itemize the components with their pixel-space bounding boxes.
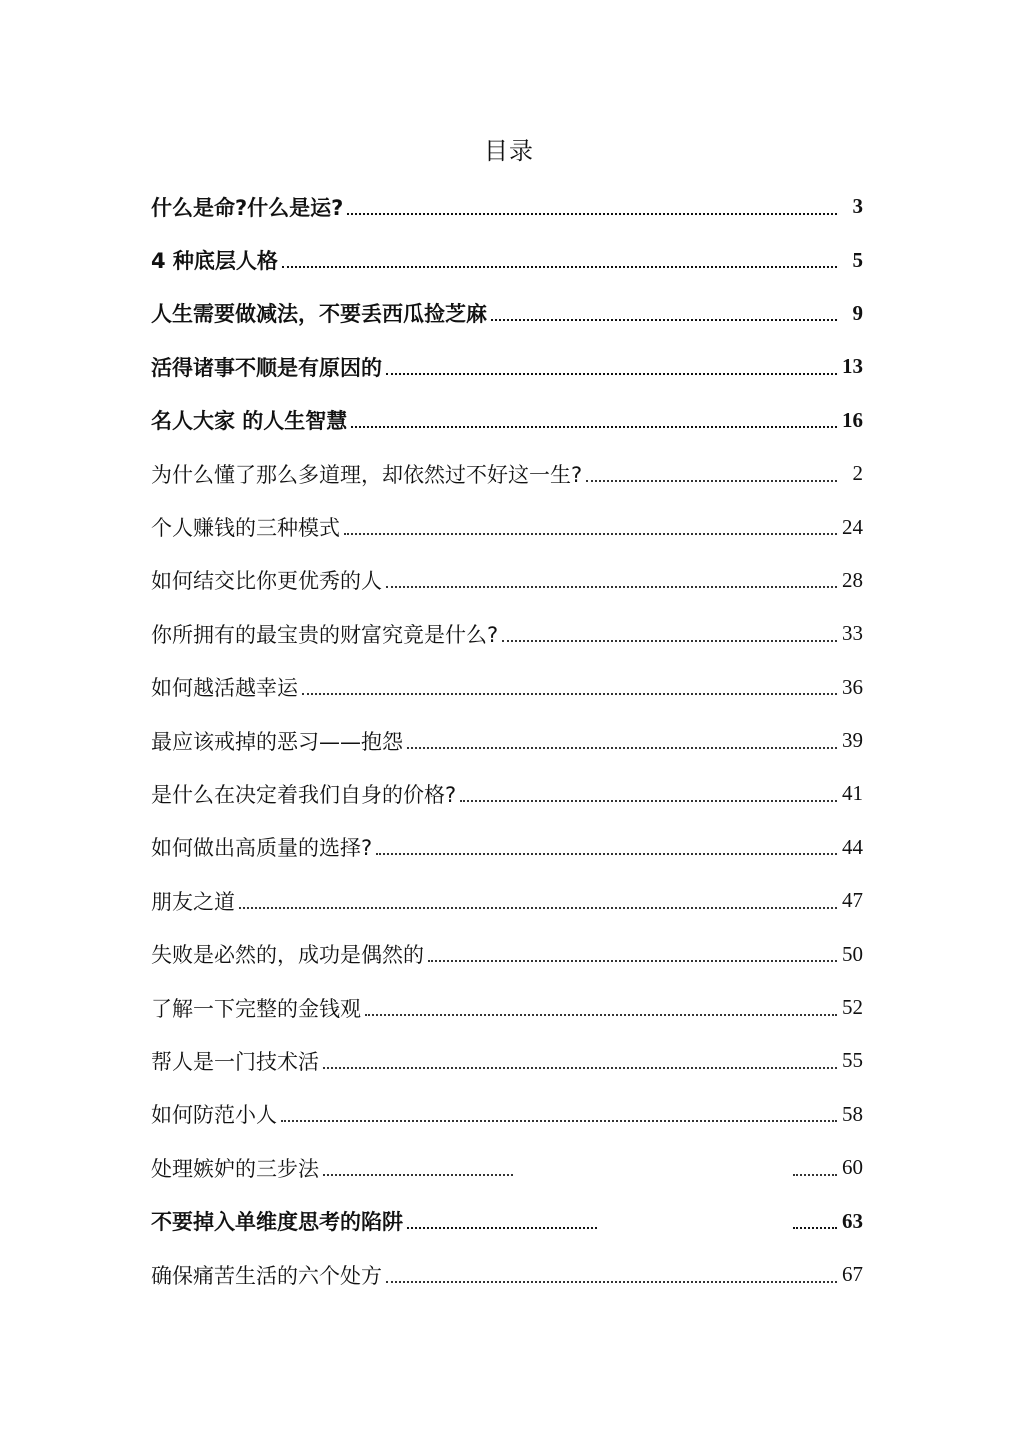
toc-entry-title: 了解一下完整的金钱观 [151, 996, 361, 1021]
toc-leader-dots [281, 1120, 837, 1122]
toc-leader-dots [351, 426, 837, 428]
toc-entry[interactable] [151, 233, 863, 286]
toc-leader-dots [386, 586, 837, 588]
toc-entry-title: 是什么在决定着我们自身的价格? [151, 782, 457, 807]
toc-page-number: 44 [842, 834, 863, 859]
toc-leader-dots [460, 800, 837, 802]
toc-entry-title: 如何防范小人 [151, 1103, 277, 1128]
toc-entry-title: 人生需要做减法，不要丢西瓜捡芝麻 [151, 302, 487, 327]
toc-page-number: 9 [852, 300, 863, 325]
toc-leader-dots [502, 640, 837, 642]
toc-list [151, 180, 863, 1301]
toc-entry[interactable] [151, 714, 863, 767]
toc-entry[interactable] [151, 767, 863, 820]
toc-page-number: 2 [852, 461, 863, 486]
toc-leader-dots [407, 1227, 597, 1229]
toc-entry[interactable] [151, 927, 863, 980]
toc-entry-title: 最应该戒掉的恶习——抱怨 [151, 729, 403, 754]
toc-leader-dots [428, 960, 837, 962]
toc-leader-dots [793, 1227, 837, 1229]
toc-page-number: 52 [842, 995, 863, 1020]
toc-page-number: 13 [842, 354, 863, 379]
toc-entry-title: 名人大家 的人生智慧 [151, 409, 348, 434]
toc-leader-dots [793, 1174, 837, 1176]
toc-title: 目录 [484, 137, 534, 165]
toc-page-number: 36 [842, 674, 863, 699]
toc-leader-dots [365, 1014, 837, 1016]
toc-entry-title: 处理嫉妒的三步法 [151, 1156, 319, 1181]
toc-leader-dots [347, 213, 837, 215]
toc-entry-title: 你所拥有的最宝贵的财富究竟是什么? [151, 622, 499, 647]
toc-entry[interactable] [151, 1194, 863, 1247]
toc-leader-dots [323, 1067, 837, 1069]
toc-page-number: 33 [842, 621, 863, 646]
toc-leader-dots [302, 693, 837, 695]
toc-entry-title: 朋友之道 [151, 889, 235, 914]
toc-entry-title: 个人赚钱的三种模式 [151, 516, 340, 541]
toc-leader-dots [386, 373, 837, 375]
toc-leader-dots [376, 853, 837, 855]
toc-entry[interactable] [151, 874, 863, 927]
toc-page-number: 5 [852, 247, 863, 272]
toc-entry[interactable] [151, 1088, 863, 1141]
toc-entry-title: 如何越活越幸运 [151, 676, 298, 701]
toc-page-number: 16 [842, 407, 863, 432]
toc-leader-dots [282, 266, 837, 268]
toc-entry[interactable] [151, 500, 863, 553]
toc-leader-dots [239, 907, 837, 909]
toc-entry-title: 失败是必然的，成功是偶然的 [151, 943, 424, 968]
toc-page-number: 28 [842, 567, 863, 592]
toc-entry-title: 确保痛苦生活的六个处方 [151, 1263, 382, 1288]
toc-entry[interactable] [151, 447, 863, 500]
toc-entry[interactable] [151, 1141, 863, 1194]
toc-page-number: 41 [842, 781, 863, 806]
toc-entry-title: 如何结交比你更优秀的人 [151, 569, 382, 594]
toc-entry-title: 活得诸事不顺是有原因的 [151, 355, 382, 380]
toc-leader-dots [386, 1281, 837, 1283]
toc-leader-dots [586, 480, 837, 482]
toc-entry-title: 为什么懂了那么多道理，却依然过不好这一生? [151, 462, 583, 487]
toc-page-number: 47 [842, 888, 863, 913]
toc-page-number: 3 [852, 194, 863, 219]
toc-entry[interactable] [151, 394, 863, 447]
toc-entry[interactable] [151, 1248, 863, 1301]
toc-entry-title: 帮人是一门技术活 [151, 1049, 319, 1074]
toc-leader-dots [407, 747, 837, 749]
toc-leader-dots [344, 533, 837, 535]
toc-entry-title: 如何做出高质量的选择? [151, 836, 373, 861]
toc-entry[interactable] [151, 1034, 863, 1087]
toc-entry[interactable] [151, 607, 863, 660]
toc-entry[interactable] [151, 180, 863, 233]
toc-leader-dots [491, 319, 837, 321]
toc-entry[interactable] [151, 661, 863, 714]
toc-page-number: 50 [842, 941, 863, 966]
toc-entry[interactable] [151, 287, 863, 340]
toc-entry-title: 4 种底层人格 [151, 249, 278, 274]
toc-page-number: 60 [842, 1155, 863, 1180]
toc-entry-title: 不要掉入单维度思考的陷阱 [151, 1210, 403, 1235]
toc-page-number: 67 [842, 1262, 863, 1286]
toc-leader-dots [323, 1174, 513, 1176]
toc-page-number: 58 [842, 1101, 863, 1126]
toc-page-number: 39 [842, 728, 863, 753]
toc-entry[interactable] [151, 554, 863, 607]
toc-page-number: 63 [842, 1208, 863, 1233]
toc-page-number: 55 [842, 1048, 863, 1073]
toc-page-number: 24 [842, 514, 863, 539]
toc-entry[interactable] [151, 340, 863, 393]
toc-entry-title: 什么是命?什么是运? [151, 195, 344, 220]
toc-entry[interactable] [151, 981, 863, 1034]
toc-entry[interactable] [151, 821, 863, 874]
